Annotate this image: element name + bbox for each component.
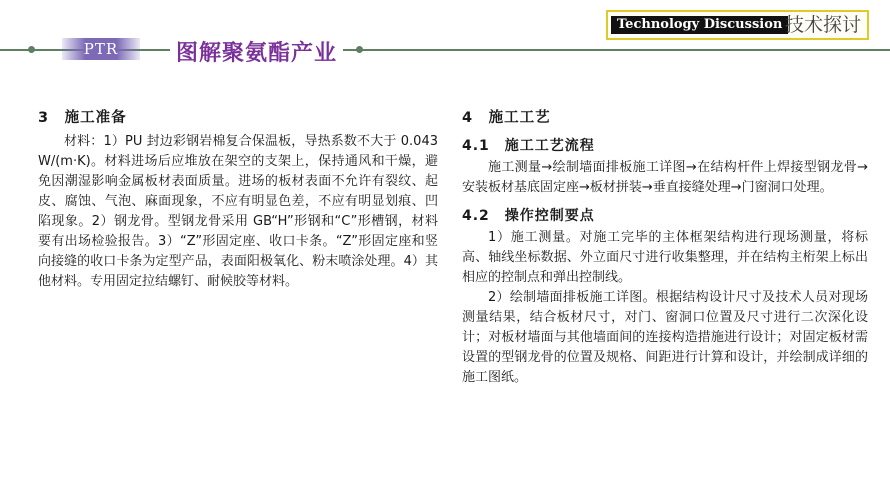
section-heading-4: 4 施工工艺 [462,110,551,126]
left-column [38,108,438,292]
section-label-cn: 技术探讨 [784,14,861,36]
materials-paragraph: 材料：1）PU 封边彩钢岩棉复合保温板，导热系数不大于 0.043 W/(m·K)。材料进场后应堆放在架空的支架上，保持通风和干燥，避免因潮湿影响金属板材表面质量。进场的板材表面不允许有裂纹、起皮、腐蚀、气泡、麻面现象，不应有明显色差，不应有明显划痕、凹陷现象。2）钢龙骨。型钢龙骨采用 GB“H”形钢和“C”形槽钢，材料要有出场检验报告。3）“Z”形固定座、收口卡条。“Z”形固定座和竖向接缝的收口卡条为定型产品，表面阳极氧化、粉末喷涂处理。4）其他材料。专用固定拉结螺钉、耐候胶等材料。 [38,134,438,289]
subheading-4-1: 4.1 施工工艺流程 [462,138,595,154]
right-column [462,108,868,388]
page-title: 图解聚氨酯产业 [170,36,343,67]
survey-paragraph: 1）施工测量。对施工完毕的主体框架结构进行现场测量，将标高、轴线坐标数据、外立面尺寸进行收集整理，并在结构主桁架上标出相应的控制点和弹出控制线。 [462,230,868,285]
divider-dot-left [28,46,35,53]
process-flow-paragraph: 施工测量→绘制墙面排板施工详图→在结构杆件上焊接型钢龙骨→安装板材基底固定座→板材拼装→垂直接缝处理→门窗洞口处理。 [462,160,868,195]
drawing-paragraph: 2）绘制墙面排板施工详图。根据结构设计尺寸及技术人员对现场测量结果，结合板材尺寸，对门、窗洞口位置及尺寸进行二次深化设计；对板材墙面与其他墙面间的连接构造措施进行设计；对固定板材需设置的型钢龙骨的位置及规格、间距进行计算和设计，并绘制成详细的施工图纸。 [462,290,868,385]
ptr-badge: PTR [62,38,140,60]
subheading-4-2: 4.2 操作控制要点 [462,208,595,224]
section-label-en: Technology Discussion [611,16,788,34]
divider-dot-right [356,46,363,53]
section-heading-3: 3 施工准备 [38,110,127,126]
section-label-box [606,10,869,40]
